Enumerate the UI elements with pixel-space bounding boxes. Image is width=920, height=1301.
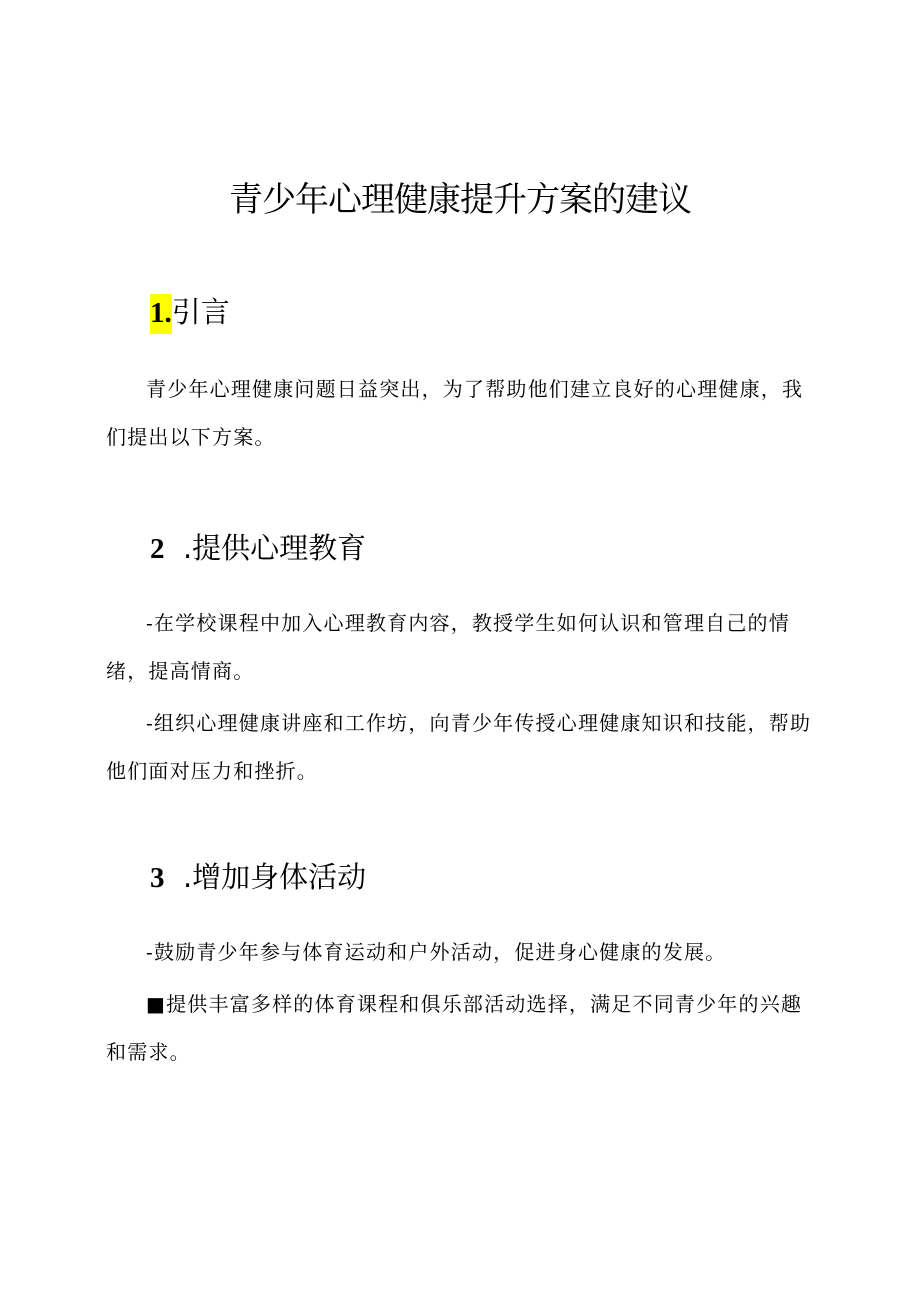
- section-heading-3: [150, 857, 366, 898]
- section-body-3: [106, 928, 816, 1076]
- section-title-2: .提供心理教育: [182, 531, 367, 565]
- paragraph: -在学校课程中加入心理教育内容，教授学生如何认识和管理自己的情绪，提高情商。: [106, 611, 790, 683]
- paragraph: ■提供丰富多样的体育课程和俱乐部活动选择，满足不同青少年的兴趣和需求。: [106, 992, 803, 1064]
- paragraph: 青少年心理健康问题日益突出，为了帮助他们建立良好的心理健康，我们提出以下方案。: [106, 377, 804, 449]
- section-number-2: 2: [150, 533, 165, 565]
- section-title-3: .增加身体活动: [182, 860, 367, 894]
- section-body-1: [106, 365, 816, 461]
- section-heading-2: [150, 528, 366, 569]
- section-number-1: 1.: [150, 294, 172, 334]
- section-body-2: [106, 599, 816, 795]
- document-title: 青少年心理健康提升方案的建议: [229, 180, 691, 220]
- paragraph: -鼓励青少年参与体育运动和户外活动，促进身心健康的发展。: [146, 940, 727, 964]
- section-heading-1: [150, 292, 230, 334]
- paragraph: -组织心理健康讲座和工作坊，向青少年传授心理健康知识和技能，帮助他们面对压力和挫折。: [106, 711, 812, 783]
- section-number-3: 3: [150, 862, 165, 894]
- section-title-1: 引言: [171, 295, 230, 329]
